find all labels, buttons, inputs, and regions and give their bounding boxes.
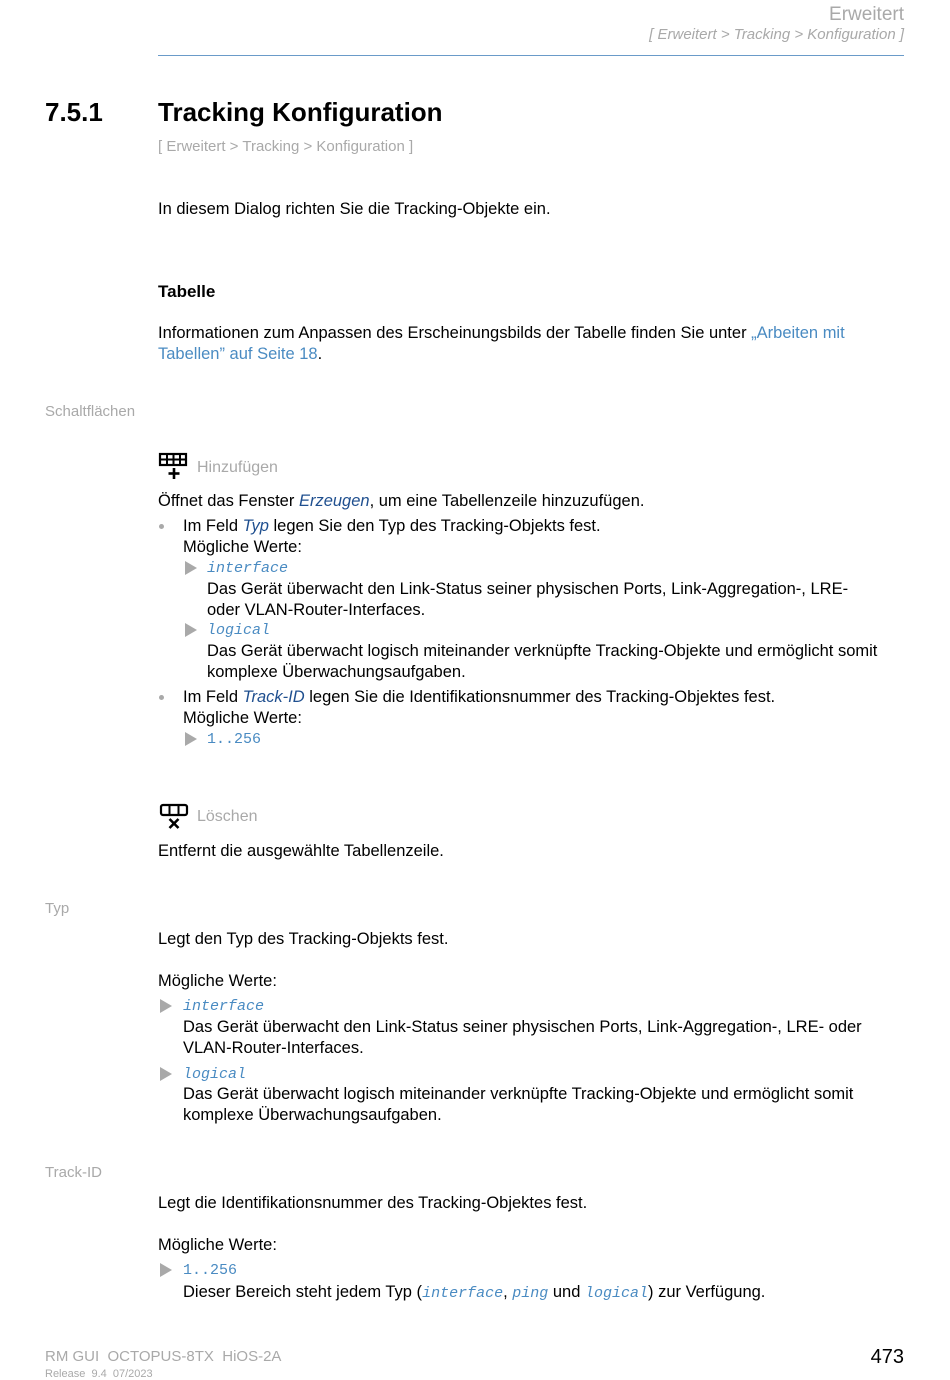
section-title: Tracking Konfiguration <box>158 97 443 127</box>
section-breadcrumb: [ Erweitert > Tracking > Konfiguration ] <box>158 138 414 155</box>
add-typ-opt-logical: logical <box>207 622 271 639</box>
delete-button-label: Löschen <box>197 808 258 825</box>
triangle-bullet-icon <box>160 1263 172 1277</box>
trackid-desc-logical: logical <box>584 1285 648 1302</box>
typ-description: Legt den Typ des Tracking-Objekts fest. <box>158 930 449 948</box>
tabelle-text <box>158 323 898 365</box>
tabelle-link-2[interactable]: Tabellen” auf Seite 18 <box>158 345 318 363</box>
intro-text: In diesem Dialog richten Sie die Tracking-Objekte ein. <box>158 200 551 218</box>
footer-release: Release 9.4 07/2023 <box>45 1368 153 1380</box>
typ-opt-logical-desc1: Das Gerät überwacht logisch miteinander verknüpfte Tracking-Objekte und ermöglicht somit <box>183 1085 854 1103</box>
typ-opt-interface: interface <box>183 998 265 1015</box>
add-bullet-trackid-values-label: Mögliche Werte: <box>183 709 302 727</box>
header-title: Erweitert <box>829 4 904 25</box>
triangle-bullet-icon <box>160 1067 172 1081</box>
bullet-trackid-before: Im Feld <box>183 688 243 706</box>
add-bullet-trackid <box>183 687 775 708</box>
add-typ-opt-logical-desc2: komplexe Überwachungsaufgaben. <box>207 663 466 681</box>
header-breadcrumb: [ Erweitert > Tracking > Konfiguration ] <box>649 26 904 43</box>
add-desc-window-name: Erzeugen <box>298 492 370 510</box>
triangle-bullet-icon <box>185 732 197 746</box>
trackid-desc-mid: und <box>548 1283 585 1301</box>
header-divider <box>158 55 904 56</box>
triangle-bullet-icon <box>185 561 197 575</box>
add-desc-after: , um eine Tabellenzeile hinzuzufügen. <box>369 492 645 510</box>
trackid-range-desc <box>183 1282 765 1304</box>
add-desc-before: Öffnet das Fenster <box>158 492 299 510</box>
side-label-typ: Typ <box>45 900 70 917</box>
bullet-typ-after: legen Sie den Typ des Tracking-Objekts fest. <box>268 517 601 535</box>
add-typ-opt-logical-desc1: Das Gerät überwacht logisch miteinander verknüpfte Tracking-Objekte und ermöglicht somit <box>207 642 878 660</box>
bullet-dot <box>159 695 164 700</box>
trackid-desc-interface: interface <box>422 1285 504 1302</box>
bullet-trackid-after: legen Sie die Identifikationsnummer des Tracking-Objektes fest. <box>304 688 776 706</box>
add-row-icon <box>158 452 190 480</box>
add-description <box>158 491 644 512</box>
add-trackid-range: 1..256 <box>207 731 262 748</box>
bullet-dot <box>159 524 164 529</box>
trackid-desc-ping: ping <box>512 1285 549 1302</box>
add-bullet-typ <box>183 516 601 537</box>
page-number: 473 <box>870 1346 904 1368</box>
typ-values-label: Mögliche Werte: <box>158 972 277 990</box>
tabelle-text-after: . <box>317 345 323 363</box>
tabelle-link-1[interactable]: „Arbeiten mit <box>751 324 845 342</box>
delete-row-icon <box>158 802 190 830</box>
bullet-trackid-field: Track-ID <box>242 688 305 706</box>
trackid-range: 1..256 <box>183 1262 238 1279</box>
trackid-desc-sep: , <box>503 1283 513 1301</box>
footer-product: RM GUI OCTOPUS-8TX HiOS-2A <box>45 1348 282 1365</box>
section-number: 7.5.1 <box>45 97 103 127</box>
trackid-description: Legt die Identifikationsnummer des Tracking-Objektes fest. <box>158 1194 588 1212</box>
side-label-schaltflaechen: Schaltflächen <box>45 403 136 420</box>
typ-opt-interface-desc1: Das Gerät überwacht den Link-Status seiner physischen Ports, Link-Aggregation-, LRE- oder <box>183 1018 862 1036</box>
trackid-desc-after: ) zur Verfügung. <box>647 1283 766 1301</box>
tabelle-text-before: Informationen zum Anpassen des Erscheinungsbilds der Tabelle finden Sie unter <box>158 324 752 342</box>
triangle-bullet-icon <box>185 623 197 637</box>
tabelle-heading: Tabelle <box>158 282 216 301</box>
trackid-values-label: Mögliche Werte: <box>158 1236 277 1254</box>
side-label-trackid: Track-ID <box>45 1164 102 1181</box>
bullet-typ-field: Typ <box>242 517 269 535</box>
typ-opt-logical-desc2: komplexe Überwachungsaufgaben. <box>183 1106 442 1124</box>
add-typ-opt-interface-desc1: Das Gerät überwacht den Link-Status seiner physischen Ports, Link-Aggregation-, LRE- <box>207 580 849 598</box>
add-bullet-typ-values-label: Mögliche Werte: <box>183 538 302 556</box>
delete-description: Entfernt die ausgewählte Tabellenzeile. <box>158 842 444 860</box>
add-button-label: Hinzufügen <box>197 459 278 476</box>
triangle-bullet-icon <box>160 999 172 1013</box>
typ-opt-logical: logical <box>183 1066 247 1083</box>
bullet-typ-before: Im Feld <box>183 517 243 535</box>
add-typ-opt-interface-desc2: oder VLAN-Router-Interfaces. <box>207 601 426 619</box>
typ-opt-interface-desc2: VLAN-Router-Interfaces. <box>183 1039 364 1057</box>
add-typ-opt-interface: interface <box>207 560 289 577</box>
trackid-desc-before: Dieser Bereich steht jedem Typ ( <box>183 1283 423 1301</box>
